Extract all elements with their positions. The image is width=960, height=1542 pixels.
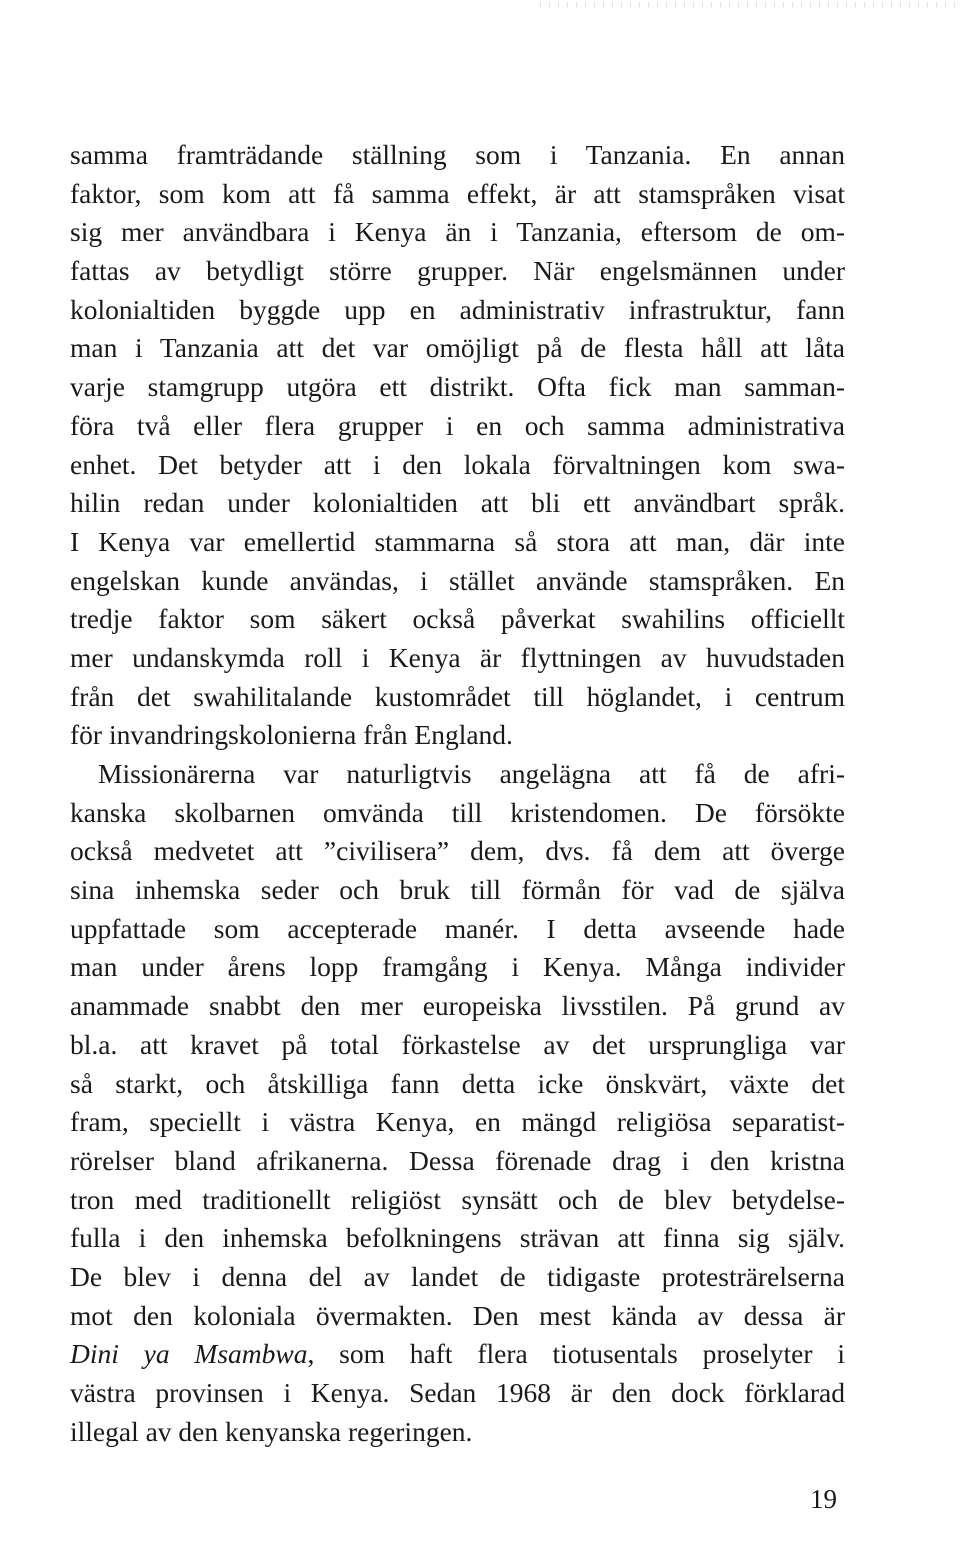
text-line: tron med traditionellt religiöst synsätt och de blev betydelse- xyxy=(70,1183,845,1215)
text-line: enhet. Det betyder att i den lokala förvaltningen kom swa- xyxy=(70,448,845,480)
text-line: bl.a. att kravet på total förkastelse av det ursprungliga var xyxy=(70,1028,845,1060)
text-line: I Kenya var emellertid stammarna så stora att man, där inte xyxy=(70,525,845,557)
text-line: mer undanskymda roll i Kenya är flyttningen av huvudstaden xyxy=(70,641,845,673)
text-line: varje stamgrupp utgöra ett distrikt. Ofta fick man samman- xyxy=(70,371,845,403)
text-line: engelskan kunde användas, i stället använde stamspråken. En xyxy=(70,564,845,596)
text-line: för invandringskolonierna från England. xyxy=(70,719,513,751)
text-line: också medvetet att ”civilisera” dem, dvs. få dem att överge xyxy=(70,835,845,867)
body-text xyxy=(70,136,845,1451)
text-line: mot den koloniala övermakten. Den mest kända av dessa är xyxy=(70,1299,845,1331)
text-line: sig mer användbara i Kenya än i Tanzania, eftersom de om- xyxy=(70,216,845,248)
text-line: föra två eller flera grupper i en och samma administrativa xyxy=(70,409,845,441)
text-line: illegal av den kenyanska regeringen. xyxy=(70,1415,473,1447)
text-line: västra provinsen i Kenya. Sedan 1968 är den dock förklarad xyxy=(70,1377,845,1408)
text-line: kolonialtiden byggde upp en administrativ infrastruktur, fann xyxy=(70,293,845,325)
text-line: fattas av betydligt större grupper. När engelsmännen under xyxy=(70,255,845,287)
text-line: De blev i denna del av landet de tidigaste protesträrelserna xyxy=(70,1260,845,1292)
italic-line-rest: , som haft flera tiotusentals proselyter i xyxy=(307,1338,845,1370)
text-line: samma framträdande ställning som i Tanzania. En annan xyxy=(70,139,845,170)
text-line: tredje faktor som säkert också påverkat swahilins officiellt xyxy=(70,603,845,635)
text-line: uppfattade som accepterade manér. I detta avseende hade xyxy=(70,912,845,944)
text-line: rörelser bland afrikanerna. Dessa förenade drag i den kristna xyxy=(70,1144,845,1176)
text-line: man under årens lopp framgång i Kenya. Många individer xyxy=(70,951,845,983)
text-line: hilin redan under kolonialtiden att bli ett användbart språk. xyxy=(70,487,845,519)
paragraph-start-line: Missionärerna var naturligtvis angelägna att få de afri- xyxy=(98,758,845,789)
text-line: man i Tanzania att det var omöjligt på de flesta håll att låta xyxy=(70,332,845,364)
italic-name: Dini ya Msambwa xyxy=(70,1338,308,1370)
text-line: anammade snabbt den mer europeiska livsstilen. På grund av xyxy=(70,990,845,1022)
text-line: sina inhemska seder och bruk till förmån för vad de själva xyxy=(70,874,845,906)
text-line-with-italic xyxy=(70,1335,845,1374)
text-line: så starkt, och åtskilliga fann detta icke önskvärt, växte det xyxy=(70,1067,845,1099)
text-line: fulla i den inhemska befolkningens strävan att finna sig själv. xyxy=(70,1222,845,1254)
text-line: faktor, som kom att få samma effekt, är att stamspråken visat xyxy=(70,177,845,209)
text-line: kanska skolbarnen omvända till kristendomen. De försökte xyxy=(70,796,845,828)
page-number: 19 xyxy=(810,1484,837,1514)
scan-artifact xyxy=(540,2,960,8)
text-line: från det swahilitalande kustområdet till höglandet, i centrum xyxy=(70,680,845,712)
text-line: fram, speciellt i västra Kenya, en mängd religiösa separatist- xyxy=(70,1106,845,1138)
